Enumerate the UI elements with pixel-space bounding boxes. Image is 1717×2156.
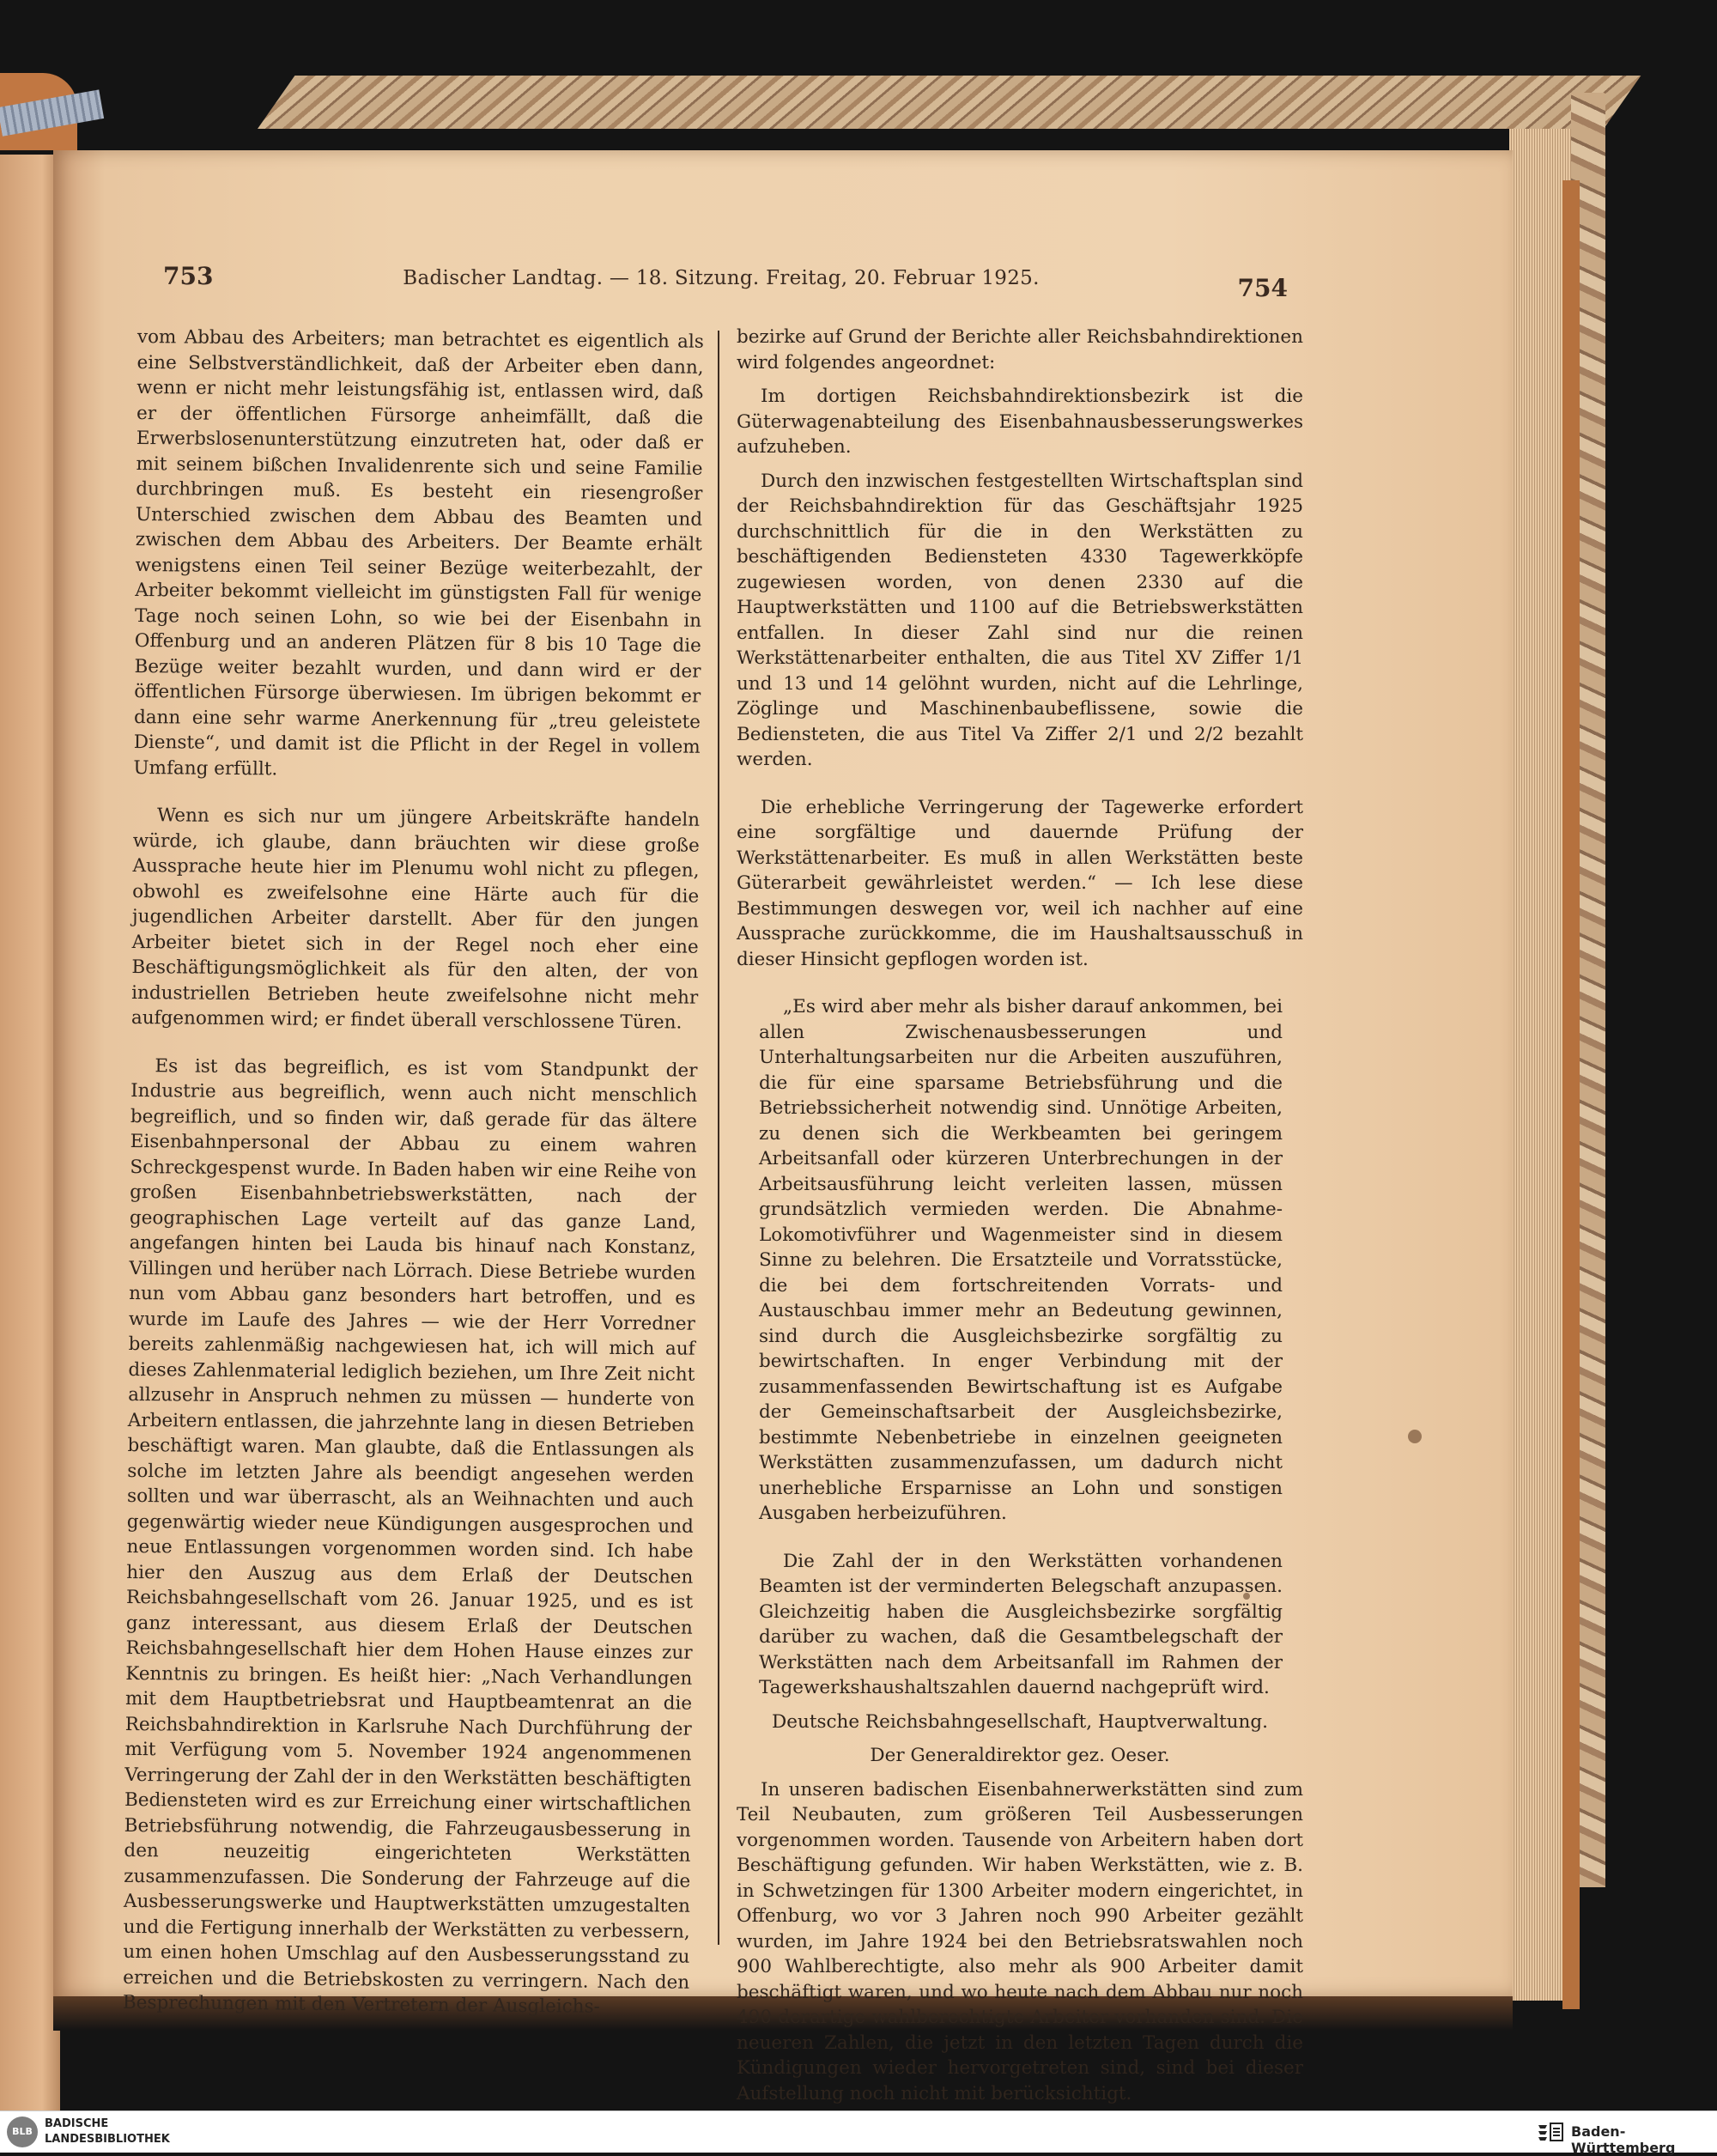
page-stain — [1408, 1430, 1422, 1443]
right-column — [737, 325, 1303, 2106]
page-number-right: 754 — [1237, 274, 1288, 302]
library-name-line2: LANDESBIBLIOTHEK — [45, 2133, 170, 2146]
page-number-left: 753 — [163, 262, 214, 290]
right-paragraph-1: bezirke auf Grund der Berichte aller Reichsbahndirektionen wird folgendes angeordnet: — [737, 326, 1303, 374]
blb-logo[interactable]: BLB — [7, 2117, 38, 2147]
right-paragraph-3: Durch den inzwischen festgestellten Wirtschaftsplan sind der Reichsbahndirektion für das Geschäftsjahr 1925 durchschnittlich für die in den Werkstätten zu beschäftigenden Bediensteten 4330 Tagewerkköpfe zugewiesen worden, von denen 2330 auf die Hauptwerkstätten und 1100 auf die Betriebswerkstätten entfallen. In dieser Zahl sind nur die reinen Werkstättenarbeiter enthalten, die aus Titel XV Ziffer 1/1 und 13 und 14 gelöhnt wurden, nicht auf die Lehrlinge, Zöglinge und Maschinenbaubeflissene, sowie die Bediensteten, die aus Titel Va Ziffer 2/1 und 2/2 bezahlt werden. — [737, 470, 1303, 770]
left-paragraph-1: vom Abbau des Arbeiters; man betrachtet es eigentlich als eine Selbstverständlichkeit, daß der Arbeiter eben dann, wenn er nicht mehr leistungsfähig ist, entlassen wird, daß er der öffentlichen Fürsorge anheimfällt, daß die Erwerbslosenunterstützung einzutreten hat, oder daß er mit seinem bißchen Invalidenrente sich und seine Familie durchbringen muß. Es besteht ein riesengroßer Unterschied zwischen dem Abbau des Beamten und zwischen dem Abbau des Arbeiters. Der Beamte erhält wenigstens einen Teil seiner Bezüge weiterbezahlt, der Arbeiter bekommt vielleicht im günstigsten Fall für wenige Tage noch seinen Lohn, so wie bei der Eisenbahn in Offenburg und an anderen Plätzen für 8 bis 10 Tage die Bezüge weiter bezahlt wurden, und dann wird er der öffentlichen Fürsorge überwiesen. Im übrigen bekommt er dann eine sehr warme Anerkennung für „treu geleistete Dienste“, und damit ist die Pflicht in der Regel in vollem Umfang erfüllt. — [133, 325, 704, 780]
left-paragraph-3: Es ist das begreiflich, es ist vom Standpunkt der Industrie aus begreiflich, wenn auch nicht menschlich begreiflich, und so finden wir, daß gerade für das ältere Eisenbahnpersonal der Abbau zu einem wahren Schreckgespenst wurde. In Baden haben wir eine Reihe von großen Eisenbahnbetriebswerkstätten, nach der geographischen Lage verteilt auf das ganze Land, angefangen hinten bei Lauda bis hinauf nach Konstanz, Villingen und herüber nach Lörrach. Diese Betriebe wurden nun vom Abbau ganz besonders hart betroffen, und es wurde im Laufe des Jahres — wie der Herr Vorredner bereits zahlenmäßig nachgewiesen hat, ich will mich auf dieses Zahlenmaterial lediglich beziehen, um Ihre Zeit nicht allzusehr in Anspruch nehmen zu müssen — hunderte von Arbeitern entlassen, die jahrzehnte lang in diesen Betrieben beschäftigt waren. Man glaubte, daß die Entlassungen als solche im letzten Jahre als beendigt angesehen werden sollten und war überrascht, als an Weihnachten und auch gegenwärtig wieder neue Kündigungen ausgesprochen und neue Entlassungen vorgenommen worden sind. Ich habe hier den Auszug aus dem Erlaß der Deutschen Reichsbahngesellschaft vom 26. Januar 1925, und es ist ganz interessant, aus diesem Erlaß der Deutschen Reichsbahngesellschaft hier dem Hohen Hause einzes zur Kenntnis zu bringen. Es heißt hier: „Nach Verhandlungen mit dem Hauptbetriebsrat und Hauptbeamtenrat an die Reichsbahndirektion in Karlsruhe Nach Durchführung der mit Verfügung vom 5. November 1924 angenommenen Verringerung der Zahl der in den Werkstätten beschäftigten Bediensteten wird es zur Erreichung einer wirtschaftlichen Betriebsführung notwendig, die Fahrzeugausbesserung in den neuzeitig eingerichteten Werkstätten zusammenzufassen. Die Sonderung der Fahrzeuge auf die Ausbesserungswerke und Hauptwerkstätten umzugestalten und die Fertigung innerhalb der Werkstätten zu verbessern, um einen hohen Umschlag auf den Ausbesserungsstand zu erreichen und die Betriebskosten zu verringern. Nach den Besprechungen mit den Vertretern der Ausgleichs- — [122, 1054, 698, 2018]
signature-organization: Deutsche Reichsbahngesellschaft, Hauptverwaltung. — [772, 1710, 1268, 1733]
right-quote-paragraph: „Es wird aber mehr als bisher darauf ankommen, bei allen Zwischenausbesserungen und Unterhaltungsarbeiten nur die Arbeiten auszuführen, die für eine sparsame Betriebsführung und die Betriebssicherheit notwendig sind. Unnötige Arbeiten, zu denen sich die Werkbeamten bei geringem Arbeitsanfall oder kürzeren Unterbrechungen in der Arbeitsausführung leicht verleiten lassen, müssen grundsätzlich vermieden werden. Die Abnahme-Lokomotivführer und Wagenmeister sind in diesem Sinne zu belehren. Die Ersatzteile und Vorratsstücke, die bei dem fortschreitenden Vorrats- und Austauschbau immer mehr an Bedeutung gewinnen, sind durch die Ausgleichsbezirke sorgfältig zu bewirtschaften. In enger Verbindung mit der zusammenfassenden Bewirtschaftung ist es Aufgabe der Gemeinschaftsarbeit der Ausgleichsbezirke, bestimmte Nebenbetriebe in einzelnen geeigneten Werkstätten zusammenzufassen, um dadurch nicht unerhebliche Ersparnisse an Lohn und sonstigen Ausgaben herbeizuführen. — [759, 996, 1283, 1524]
left-paragraph-2: Wenn es sich nur um jüngere Arbeitskräfte handeln würde, ich glaube, dann bräuchten wir diese große Aussprache heute hier im Plenumu wohl nicht zu pflegen, obwohl es zweifelsohne eine Härte auch für die jugendlichen Arbeiter darstellt. Aber für den jungen Arbeiter bietet sich in der Regel noch eher eine Beschäftigungsmöglichkeit als für den alten, der von industriellen Betrieben heute zweifelsohne nicht mehr aufgenommen wird; er findet überall verschlossene Türen. — [130, 805, 701, 1034]
column-divider — [718, 331, 719, 1945]
library-name-line1: BADISCHE — [45, 2117, 109, 2130]
right-paragraph-7: In unseren badischen Eisenbahnerwerkstätten sind zum Teil Neubauten, zum größeren Teil Ausbesserungen vorgenommen worden. Tausende von Arbeitern haben dort Beschäftigung gefunden. Wir haben Werkstätten, wie z. B. in Schwetzingen für 1300 Arbeiter modern eingerichtet, in Offenburg, wo vor 3 Jahren noch 990 Arbeiter gezählt wurden, im Jahre 1924 bei den Betriebsratswahlen noch 900 Wahlberechtigte, also mehr als 900 Arbeiter damit beschäftigt waren, und wo heute nach dem Abbau nur noch 490 derartige wahlberechtigte Arbeiter vorhanden sind. Die neueren Zahlen, die jetzt in den letzten Tagen durch die Kündigungen wieder hervorgetreten sind, sind bei dieser Aufstellung noch nicht mit berücksichtigt. — [737, 1778, 1303, 2104]
page-header — [155, 262, 1288, 305]
right-quote-paragraph-2: Die Zahl der in den Werkstätten vorhandenen Beamten ist der verminderten Belegschaft anzupassen. Gleichzeitig haben die Ausgleichsbezirke sorgfältig darüber zu wachen, daß die Gesamtbelegschaft der Werkstätten nach dem Arbeitsanfall im Rahmen der Tagewerkshaushaltszahlen dauernd nachgeprüft wird. — [759, 1550, 1283, 1698]
book-cover-edge — [1562, 180, 1580, 2009]
library-name[interactable] — [45, 2117, 170, 2147]
baden-wuerttemberg-lions-icon[interactable] — [1537, 2120, 1564, 2144]
book-marbled-edge-top — [258, 76, 1641, 129]
left-column — [123, 325, 704, 2020]
footer-bar — [0, 2110, 1717, 2156]
right-paragraph-2: Im dortigen Reichsbahndirektionsbezirk ist die Güterwagenabteilung des Eisenbahnausbesserungswerkes aufzuheben. — [737, 386, 1303, 458]
signature-name: Der Generaldirektor gez. Oeser. — [870, 1745, 1170, 1766]
book-left-leaf — [0, 155, 60, 2112]
right-paragraph-4: Die erhebliche Verringerung der Tagewerke erfordert eine sorgfältige und dauernde Prüfung der Werkstättenarbeiter. Es muß in allen Werkstätten beste Güterarbeit gewährleistet werden.“ — Ich lese diese Bestimmungen deswegen vor, weil ich nachher auf eine Aussprache zurückkomme, die im Haushaltsausschuß in dieser Hinsicht gepflogen worden ist. — [737, 796, 1303, 970]
running-title: Badischer Landtag. — 18. Sitzung. Freitag, 20. Februar 1925. — [403, 267, 1040, 289]
state-name[interactable]: Baden-Württemberg — [1571, 2123, 1676, 2156]
